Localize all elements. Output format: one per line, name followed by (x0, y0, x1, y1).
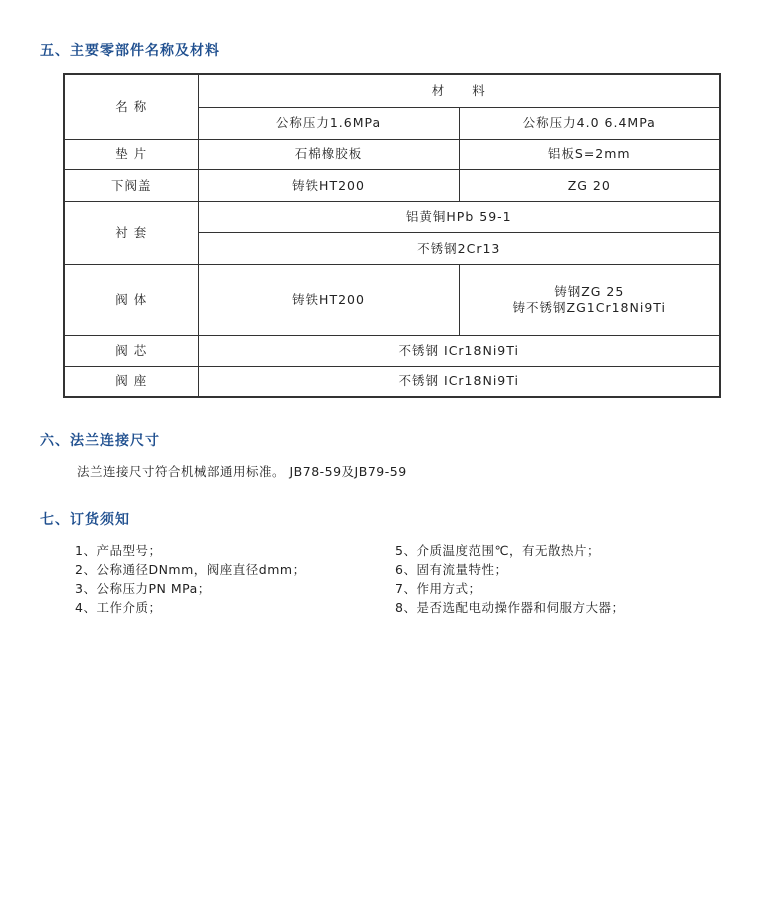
row-body-high-line2: 铸不锈钢ZG1Cr18Ni9Ti (512, 300, 666, 316)
ordering-item: 8、是否选配电动操作器和伺服方大器； (395, 600, 625, 615)
section-title-ordering: 七、订货须知 (40, 512, 130, 528)
row-body-low: 铸铁HT200 (198, 264, 459, 335)
ordering-list-left (75, 541, 306, 617)
ordering-item: 3、公称压力PN MPa； (75, 581, 211, 596)
row-bonnet-high: ZG 20 (459, 170, 720, 202)
row-bushing-line1: 铝黄铜HPb 59-1 (198, 201, 720, 233)
row-body-high (459, 264, 720, 335)
ordering-item: 2、公称通径DNmm，阀座直径dmm； (75, 562, 306, 577)
header-material: 材 料 (198, 74, 720, 108)
row-bushing-name: 衬 套 (64, 201, 198, 264)
row-plug-name: 阀 芯 (64, 336, 198, 367)
row-gasket-name: 垫 片 (64, 139, 198, 170)
ordering-list-right (395, 541, 624, 617)
section-title-parts-materials: 五、主要零部件名称及材料 (40, 43, 220, 59)
row-bonnet-name: 下阀盖 (64, 170, 198, 202)
ordering-item: 5、介质温度范围℃，有无散热片； (395, 543, 600, 558)
row-bushing-line2: 不锈钢2Cr13 (198, 233, 720, 265)
header-pressure-high: 公称压力4.0 6.4MPa (459, 108, 720, 140)
row-seat-value: 不锈钢 ICr18Ni9Ti (198, 366, 720, 397)
ordering-item: 4、工作介质； (75, 600, 162, 615)
row-bonnet-low: 铸铁HT200 (198, 170, 459, 202)
section-title-flange: 六、法兰连接尺寸 (40, 433, 160, 449)
materials-table (63, 73, 721, 398)
row-gasket-high: 铝板S=2mm (459, 139, 720, 170)
header-pressure-low: 公称压力1.6MPa (198, 108, 459, 140)
row-body-name: 阀 体 (64, 264, 198, 335)
ordering-item: 6、固有流量特性； (395, 562, 508, 577)
row-body-high-line1: 铸钢ZG 25 (554, 284, 625, 300)
row-seat-name: 阀 座 (64, 366, 198, 397)
row-gasket-low: 石棉橡胶板 (198, 139, 459, 170)
ordering-item: 1、产品型号； (75, 543, 162, 558)
ordering-item: 7、作用方式； (395, 581, 482, 596)
header-name: 名 称 (64, 74, 198, 139)
row-plug-value: 不锈钢 ICr18Ni9Ti (198, 336, 720, 367)
flange-standard-text: 法兰连接尺寸符合机械部通用标准。 JB78-59及JB79-59 (77, 464, 407, 479)
